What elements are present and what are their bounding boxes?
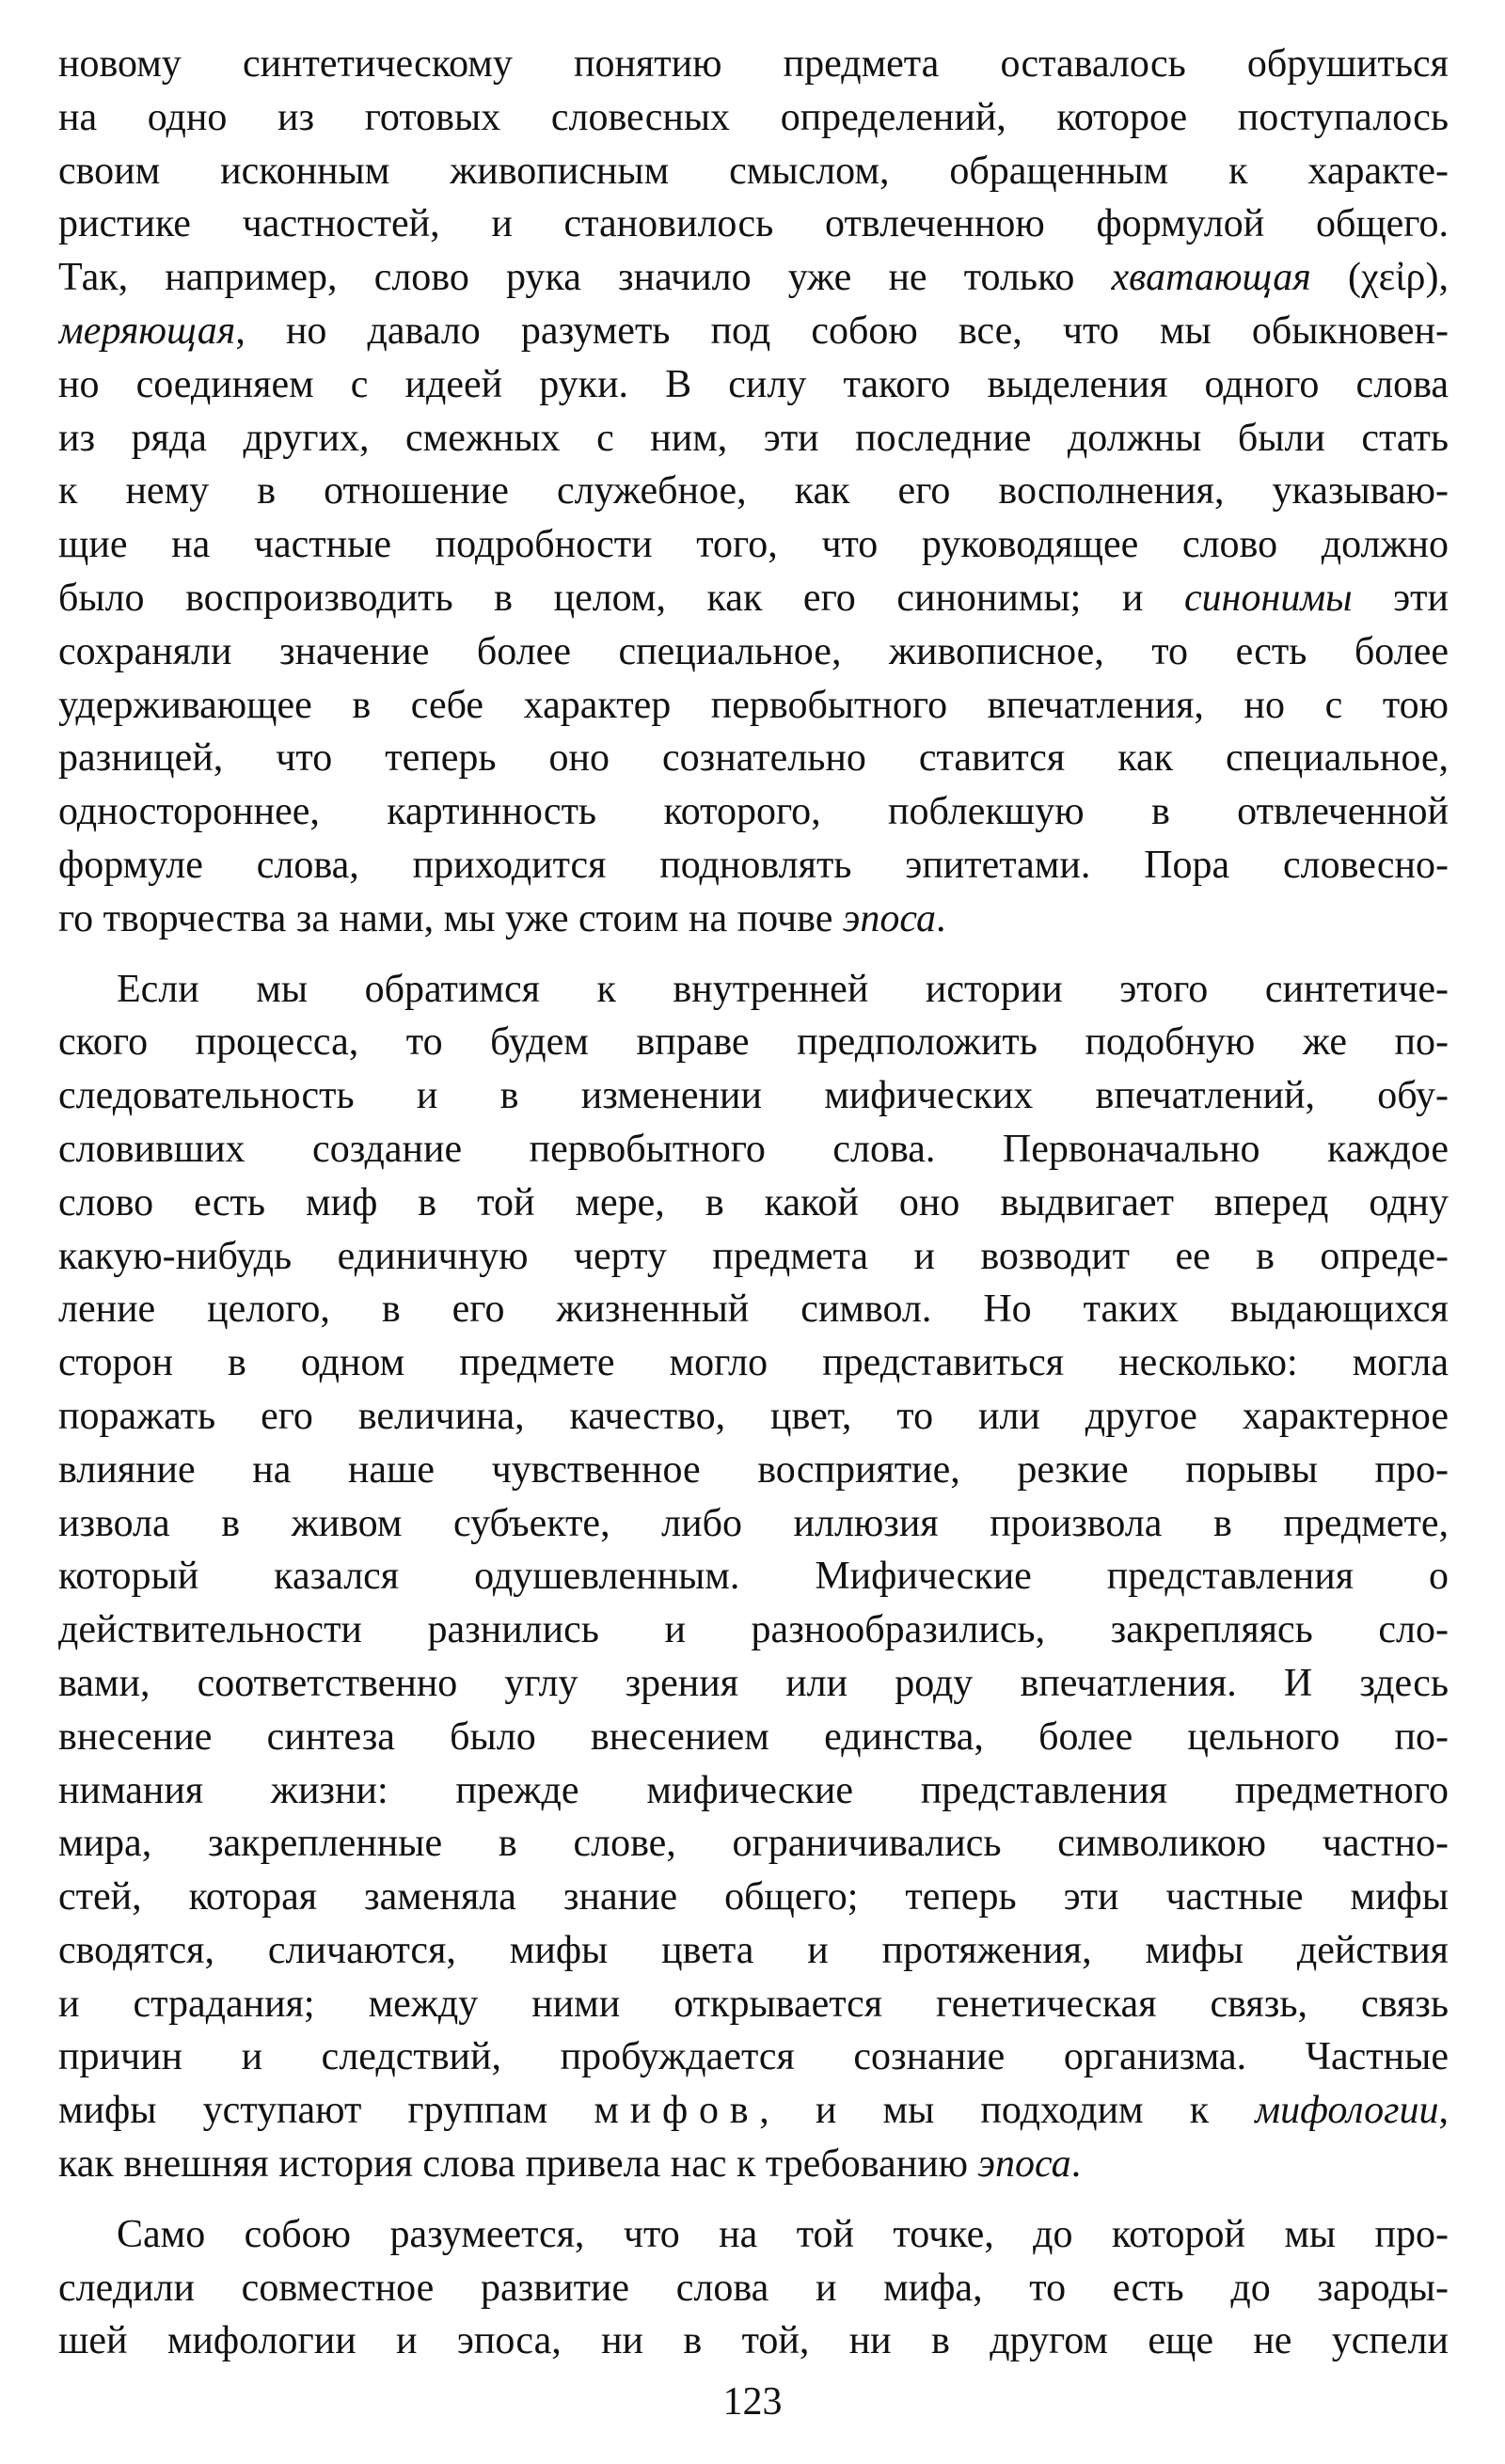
text-line: слово есть миф в той мере, в какой оно выдвигает вперед одну	[58, 1180, 1449, 1224]
text-line: ристике частностей, и становилось отвлеченною формулой общего.	[58, 202, 1449, 246]
text-line: как внешняя история слова привела нас к требованию эпоса.	[58, 2142, 1082, 2187]
text-line: Само собою разумеется, что на той точке, до которой мы про-	[117, 2212, 1449, 2256]
text-line: влияние на наше чувственное восприятие, резкие порывы про-	[58, 1447, 1449, 1492]
text-line: мифы уступают группам мифов, и мы подходим к мифологии,	[58, 2089, 1449, 2133]
text-line: ского процесса, то будем вправе предположить подобную же по-	[58, 1020, 1449, 1065]
text-line: меряющая, но давало разуметь под собою все, что мы обыкновен-	[58, 308, 1449, 353]
text-line: одностороннее, картинность которого, поблекшую в отвлеченной	[58, 790, 1449, 834]
italic-term: эпоса	[977, 2142, 1071, 2187]
text-line: мира, закрепленные в слове, ограничивались символикою частно-	[58, 1822, 1449, 1866]
text-line: но соединяем с идеей руки. В силу такого выделения одного слова	[58, 362, 1449, 406]
text-line: нимания жизни: прежде мифические представления предметного	[58, 1768, 1449, 1812]
paragraph-gap	[58, 946, 1449, 963]
text-line: вами, соответственно углу зрения или роду впечатления. И здесь	[58, 1661, 1449, 1705]
text-line: внесение синтеза было внесением единства, более цельного по-	[58, 1714, 1449, 1759]
page-number: 123	[722, 2380, 783, 2424]
text-line: Если мы обратимся к внутренней истории этого синтетиче-	[117, 967, 1449, 1011]
italic-term: мифологии	[1255, 2089, 1439, 2133]
italic-term: хватающая	[1111, 256, 1311, 300]
text-line: сохраняли значение более специальное, живописное, то есть более	[58, 629, 1449, 673]
paragraph-gap	[58, 2191, 1449, 2208]
text-line: на одно из готовых словесных определений, которое поступалось	[58, 95, 1449, 139]
text-line: ление целого, в его жизненный символ. Но таких выдающихся	[58, 1287, 1449, 1332]
text-line: удерживающее в себе характер первобытного впечатления, но с тою	[58, 683, 1449, 727]
text-line: было воспроизводить в целом, как его синонимы; и синонимы эти	[58, 576, 1449, 620]
text-line: своим исконным живописным смыслом, обращенным к характе-	[58, 149, 1449, 193]
italic-term: эпоса	[842, 896, 936, 940]
text-line: действительности разнились и разнообразились, закрепляясь сло-	[58, 1608, 1449, 1652]
text-line: следили совместное развитие слова и мифа, то есть до зароды-	[58, 2266, 1449, 2310]
text-line: словивших создание первобытного слова. Первоначально каждое	[58, 1127, 1449, 1171]
text-line: сводятся, сличаются, мифы цвета и протяжения, мифы действия	[58, 1928, 1449, 1972]
spaced-term: мифов	[594, 2089, 760, 2133]
text-line: сторон в одном предмете могло представиться несколько: могла	[58, 1341, 1449, 1385]
text-line: извола в живом субъекте, либо иллюзия произвола в предмете,	[58, 1501, 1449, 1545]
text-line: причин и следствий, пробуждается сознание организма. Частные	[58, 2035, 1449, 2079]
text-line: и страдания; между ними открывается генетическая связь, связь	[58, 1982, 1449, 2026]
text-line: стей, которая заменяла знание общего; теперь эти частные мифы	[58, 1875, 1449, 1919]
text-line: щие на частные подробности того, что руководящее слово должно	[58, 523, 1449, 567]
italic-term: синонимы	[1184, 576, 1353, 620]
text-line: новому синтетическому понятию предмета оставалось обрушиться	[58, 42, 1449, 86]
text-line: формуле слова, приходится подновлять эпитетами. Пора словесно-	[58, 843, 1449, 887]
text-line: к нему в отношение служебное, как его восполнения, указываю-	[58, 469, 1449, 513]
text-line: поражать его величина, качество, цвет, то или другое характерное	[58, 1394, 1449, 1438]
text-line: го творчества за нами, мы уже стоим на почве эпоса.	[58, 896, 946, 940]
text-line: разницей, что теперь оно сознательно ставится как специальное,	[58, 736, 1449, 781]
text-line: из ряда других, смежных с ним, эти последние должны были стать	[58, 416, 1449, 460]
text-line: следовательность и в изменении мифических впечатлений, обу-	[58, 1074, 1449, 1118]
italic-term: меряющая	[58, 308, 236, 353]
text-line: какую-нибудь единичную черту предмета и возводит ее в опреде-	[58, 1234, 1449, 1278]
page-body	[58, 38, 1449, 2368]
text-line: Так, например, слово рука значило уже не только хватающая (χεἰρ),	[58, 256, 1449, 300]
text-line: который казался одушевленным. Мифические представления о	[58, 1555, 1449, 1599]
text-line: шей мифологии и эпоса, ни в той, ни в другом еще не успели	[58, 2319, 1449, 2363]
